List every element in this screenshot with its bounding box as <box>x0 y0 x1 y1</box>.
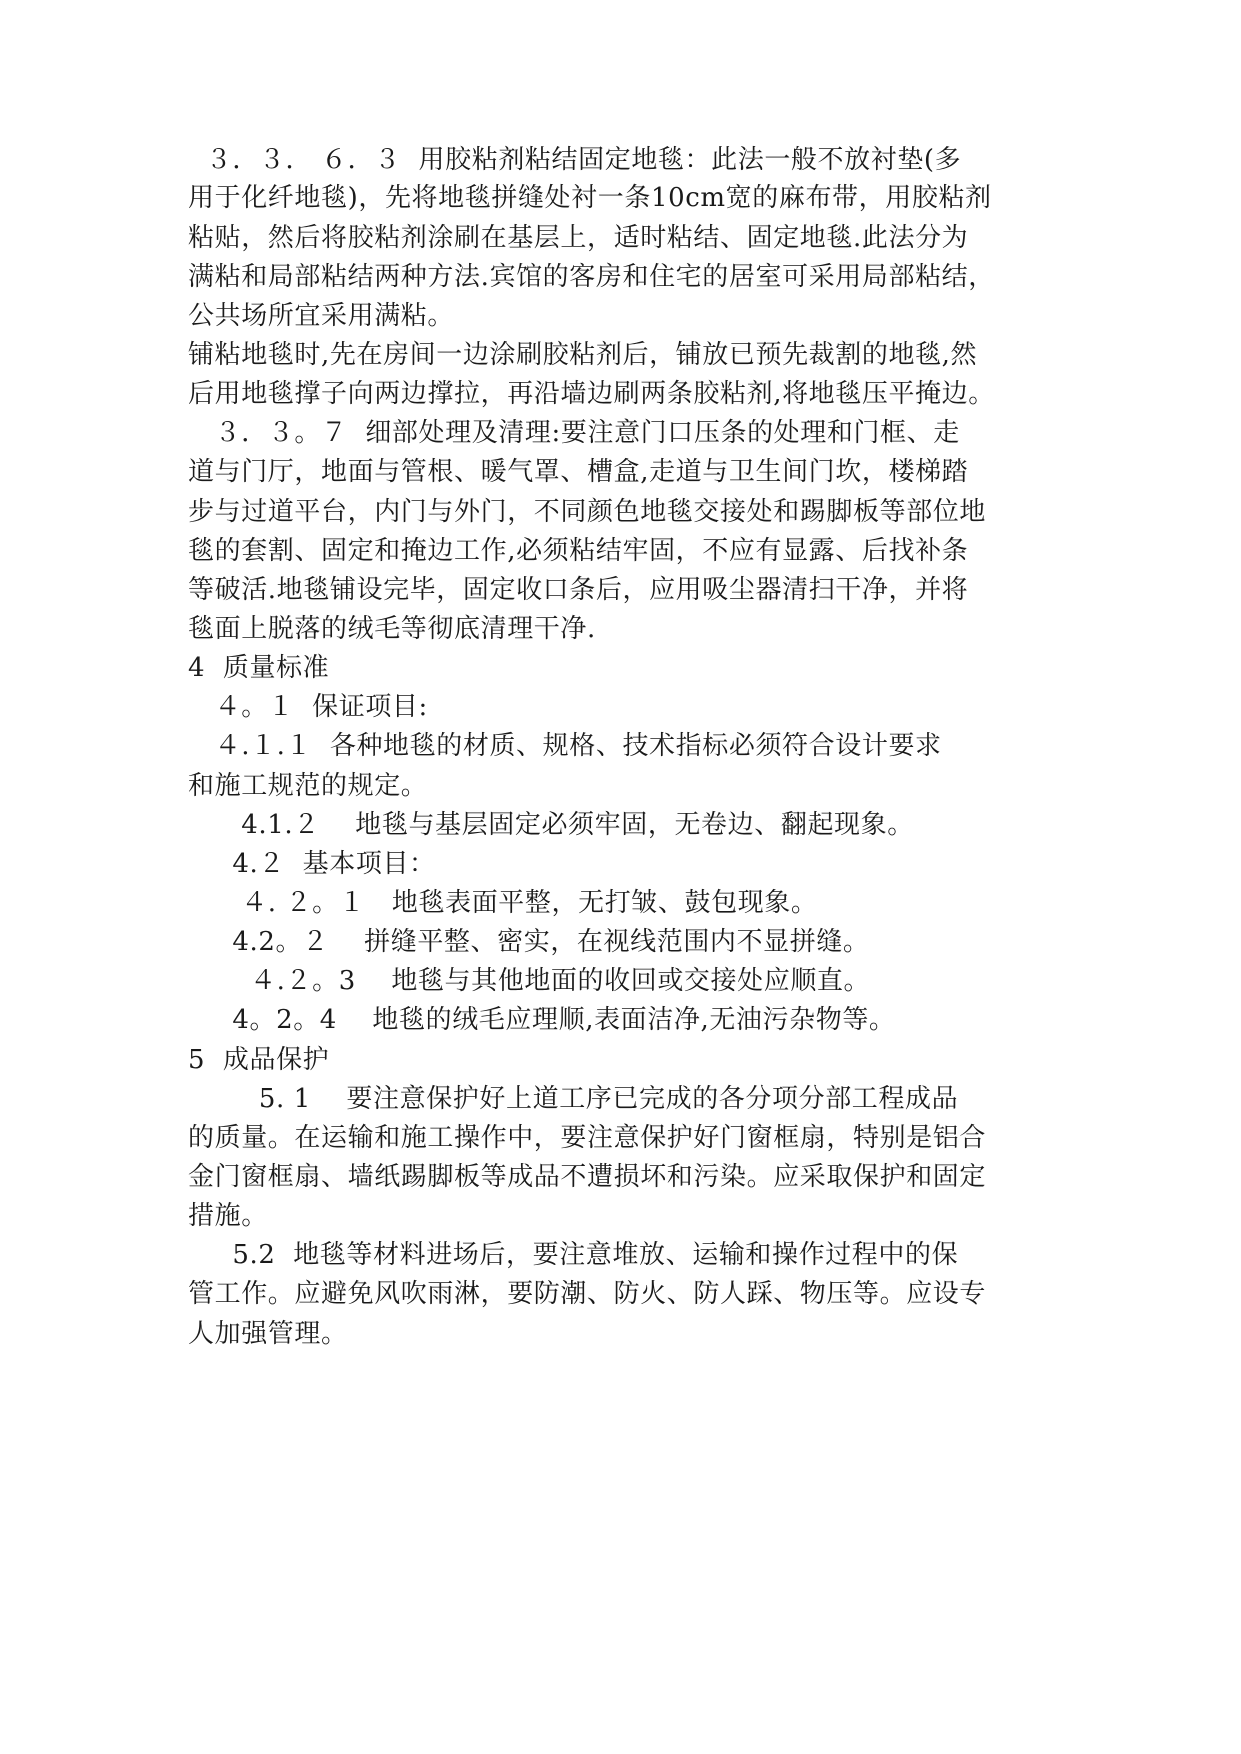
subsection-heading: 4.２ 基本项目： <box>188 849 436 879</box>
text-line: ４. ２。１ 地毯表面平整，无打皱、鼓包现象。 <box>188 888 818 918</box>
text-line: 4.1.２ 地毯与基层固定必须牢固，无卷边、翻起现象。 <box>188 810 914 840</box>
subsection-heading: ４。１ 保证项目: <box>188 692 428 722</box>
text-line: 金门窗框扇、墙纸踢脚板等成品不遭损坏和污染。应采取保护和固定 <box>188 1162 987 1192</box>
text-line: 管工作。应避免风吹雨淋，要防潮、防火、防人踩、物压等。应设专 <box>188 1279 987 1309</box>
text-line: 人加强管理。 <box>188 1319 348 1349</box>
text-line: 毯的套割、固定和掩边工作,必须粘结牢固，不应有显露、后找补条 <box>188 536 969 566</box>
text-line: ４.１.１ 各种地毯的材质、规格、技术指标必须符合设计要求 <box>188 731 942 761</box>
text-line: 5. 1 要注意保护好上道工序已完成的各分项分部工程成品 <box>188 1084 959 1114</box>
text-line: 4。2。4 地毯的绒毛应理顺,表面洁净,无油污杂物等。 <box>188 1005 896 1035</box>
text-line: ３．３． ６．３ 用胶粘剂粘结固定地毯：此法一般不放衬垫(多 <box>188 145 962 175</box>
text-line: 和施工规范的规定。 <box>188 771 428 801</box>
text-line: 5.2 地毯等材料进场后，要注意堆放、运输和操作过程中的保 <box>188 1240 959 1270</box>
text-line: 步与过道平台，内门与外门，不同颜色地毯交接处和踢脚板等部位地 <box>188 497 987 527</box>
text-line: 满粘和局部粘结两种方法.宾馆的客房和住宅的居室可采用局部粘结， <box>188 262 995 292</box>
section-heading: 5 成品保护 <box>188 1045 330 1075</box>
text-line: 铺粘地毯时,先在房间一边涂刷胶粘剂后，铺放已预先裁割的地毯,然 <box>188 340 978 370</box>
text-line: ４.２。3 地毯与其他地面的收回或交接处应顺直。 <box>188 966 871 996</box>
text-line: 道与门厅，地面与管根、暖气罩、槽盒,走道与卫生间门坎，楼梯踏 <box>188 457 969 487</box>
text-line: 毯面上脱落的绒毛等彻底清理干净. <box>188 614 596 644</box>
text-line: 的质量。在运输和施工操作中，要注意保护好门窗框扇，特别是铝合 <box>188 1123 987 1153</box>
text-line: 措施。 <box>188 1201 268 1231</box>
text-line: 后用地毯撑子向两边撑拉，再沿墙边刷两条胶粘剂,将地毯压平掩边。 <box>188 379 995 409</box>
text-line: 4.2。２ 拼缝平整、密实，在视线范围内不显拼缝。 <box>188 927 870 957</box>
section-heading: 4 质量标准 <box>188 653 330 683</box>
text-line: 等破活.地毯铺设完毕，固定收口条后，应用吸尘器清扫干净，并将 <box>188 575 969 605</box>
text-line: 用于化纤地毯)，先将地毯拼缝处衬一条10cm宽的麻布带，用胶粘剂 <box>188 183 992 213</box>
text-line: ３．３。７ 细部处理及清理:要注意门口压条的处理和门框、走 <box>188 418 960 448</box>
text-line: 公共场所宜采用满粘。 <box>188 301 455 331</box>
text-line: 粘贴，然后将胶粘剂涂刷在基层上，适时粘结、固定地毯.此法分为 <box>188 223 969 253</box>
